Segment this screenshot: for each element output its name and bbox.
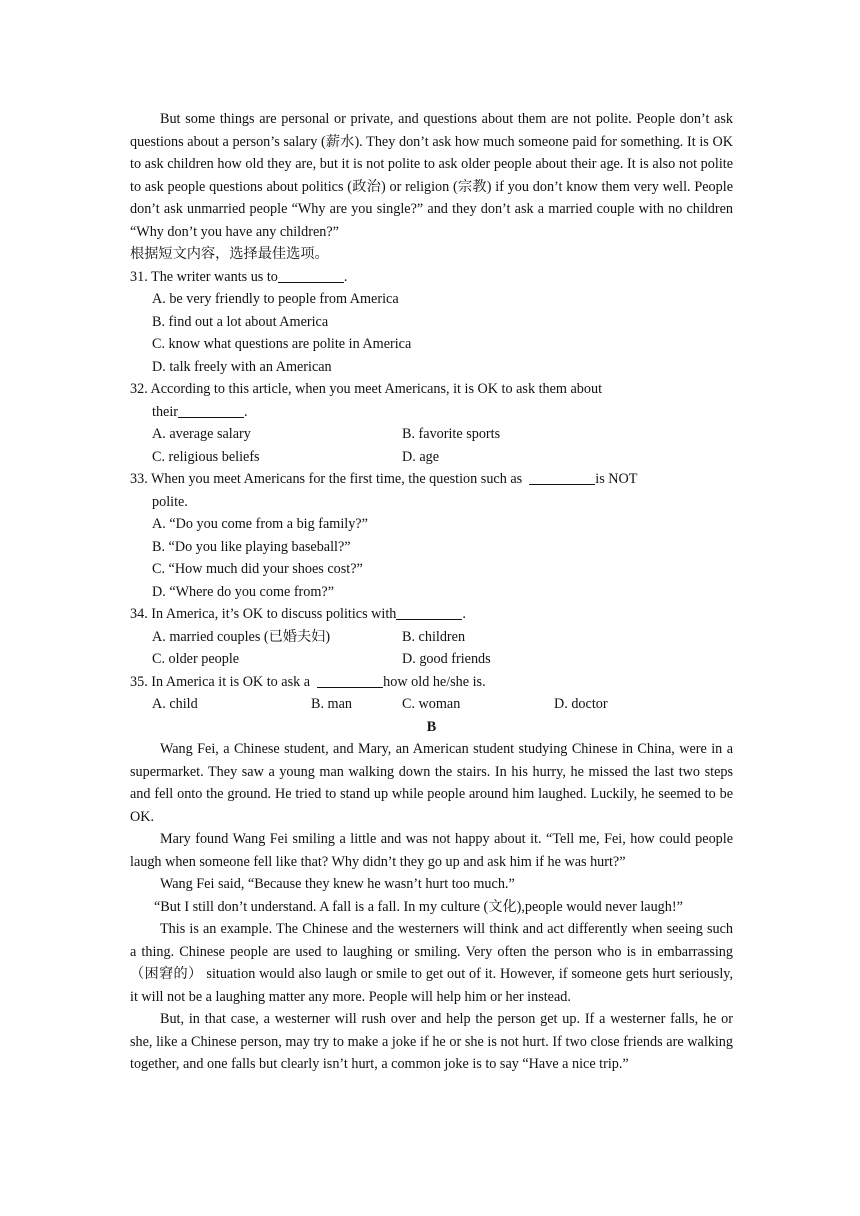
option-a: A. “Do you come from a big family?” (152, 516, 368, 532)
passage-b-paragraph: Wang Fei, a Chinese student, and Mary, an American student studying Chinese in China, were in a supermarket. They saw a young man walking down the stairs. In his hurry, he missed the last two steps and fell onto the ground. He tried to stand up while people around him laughed. Luckily, he seemed to be OK. (130, 741, 733, 825)
option-d: D. doctor (554, 696, 608, 712)
option-d: D. “Where do you come from?” (152, 583, 334, 600)
passage-b-paragraph: Wang Fei said, “Because they knew he wasn’t hurt too much.” (160, 876, 515, 892)
passage-b-paragraph: Mary found Wang Fei smiling a little and was not happy about it. “Tell me, Fei, how could people laugh when someone fell like that? Why didn’t they go up and ask him if he was hurt?” (130, 831, 733, 870)
question-stem: 31. The writer wants us to (130, 268, 278, 285)
option-a: A. child (152, 696, 198, 712)
option-c: C. religious beliefs (152, 448, 260, 465)
option-b: B. man (311, 696, 352, 712)
question-stem: 35. In America it is OK to ask a (130, 673, 311, 690)
question-stem: 32. According to this article, when you meet Americans, it is OK to ask them about (130, 381, 603, 397)
option-b: B. find out a lot about America (152, 313, 329, 330)
option-d: D. talk freely with an American (152, 358, 332, 375)
question-stem: 33. When you meet Americans for the first time, the question such as (130, 471, 523, 487)
answer-blank (396, 605, 462, 620)
passage-a-paragraph: But some things are personal or private, and questions about them are not polite. People don’t ask questions about a person’s salary (薪水). They don’t ask how much someone paid for something. It is OK to ask children how old they are, but it is not polite to ask older people about their age. It is also not polite to ask people questions about politics (政治) or religion (宗教) if you don’t know them very well. People don’t ask unmarried people “Why are you single?” and they don’t ask a married couple with no children “Why don’t you have any children?” (130, 111, 733, 240)
option-c: C. older people (152, 651, 240, 667)
question-31: 31. The writer wants us to . A. be very friendly to people from America B. find out a lot about America C. know what questions are polite in America D. talk freely with an American (130, 266, 733, 379)
option-b: B. children (402, 628, 466, 645)
option-a: A. married couples (已婚夫妇) (152, 628, 331, 645)
option-a: A. be very friendly to people from America (152, 291, 399, 307)
answer-blank (178, 403, 244, 418)
option-a: A. average salary (152, 426, 251, 442)
document-page (130, 108, 733, 1076)
answer-blank (278, 268, 344, 283)
section-b-heading: B (426, 718, 437, 735)
passage-b-paragraph: But, in that case, a westerner will rush over and help the person get up. If a westerner falls, he or she, like a Chinese person, may try to make a joke if he or she is not hurt. If two close friends are walking together, and one falls but clearly isn’t hurt, a common joke is to say “Have a nice trip.” (130, 1011, 733, 1072)
option-c: C. woman (402, 696, 461, 712)
instruction: 根据短文内容，选择最佳选项。 (130, 246, 329, 262)
option-d: D. good friends (402, 651, 491, 667)
question-35: 35. In America it is OK to ask a how old he/she is. A. child B. man C. woman D. doctor (130, 671, 733, 716)
question-32: 32. According to this article, when you meet Americans, it is OK to ask them about their . A. average salary B. favorite sports C. religious beliefs D. age (130, 378, 733, 468)
passage-b-paragraph: “But I still don’t understand. A fall is a fall. In my culture (文化),people would never laugh!” (154, 898, 683, 915)
answer-blank (529, 470, 595, 485)
answer-blank (317, 673, 383, 688)
question-stem: 34. In America, it’s OK to discuss politics with (130, 606, 397, 622)
passage-b-paragraph: This is an example. The Chinese and the westerners will think and act differently when seeing such a thing. Chinese people are used to laughing or smiling. Very often the person who is in embarrassing（困窘的） situation would also laugh or smile to get out of it. However, if someone gets hurt seriously, it will not be a laughing matter any more. People will help him or her instead. (130, 921, 733, 1005)
question-33: 33. When you meet Americans for the first time, the question such as is NOT polite. A. “Do you come from a big family?” B. “Do you like playing baseball?” C. “How much did your shoes cost?” D. “Where do you come from?” (130, 468, 733, 603)
option-b: B. favorite sports (402, 426, 501, 442)
option-b: B. “Do you like playing baseball?” (152, 538, 351, 555)
option-c: C. know what questions are polite in America (152, 336, 412, 352)
option-d: D. age (402, 448, 440, 465)
option-c: C. “How much did your shoes cost?” (152, 561, 363, 577)
question-34: 34. In America, it’s OK to discuss politics with . A. married couples (已婚夫妇) B. children C. older people D. good friends (130, 603, 733, 671)
